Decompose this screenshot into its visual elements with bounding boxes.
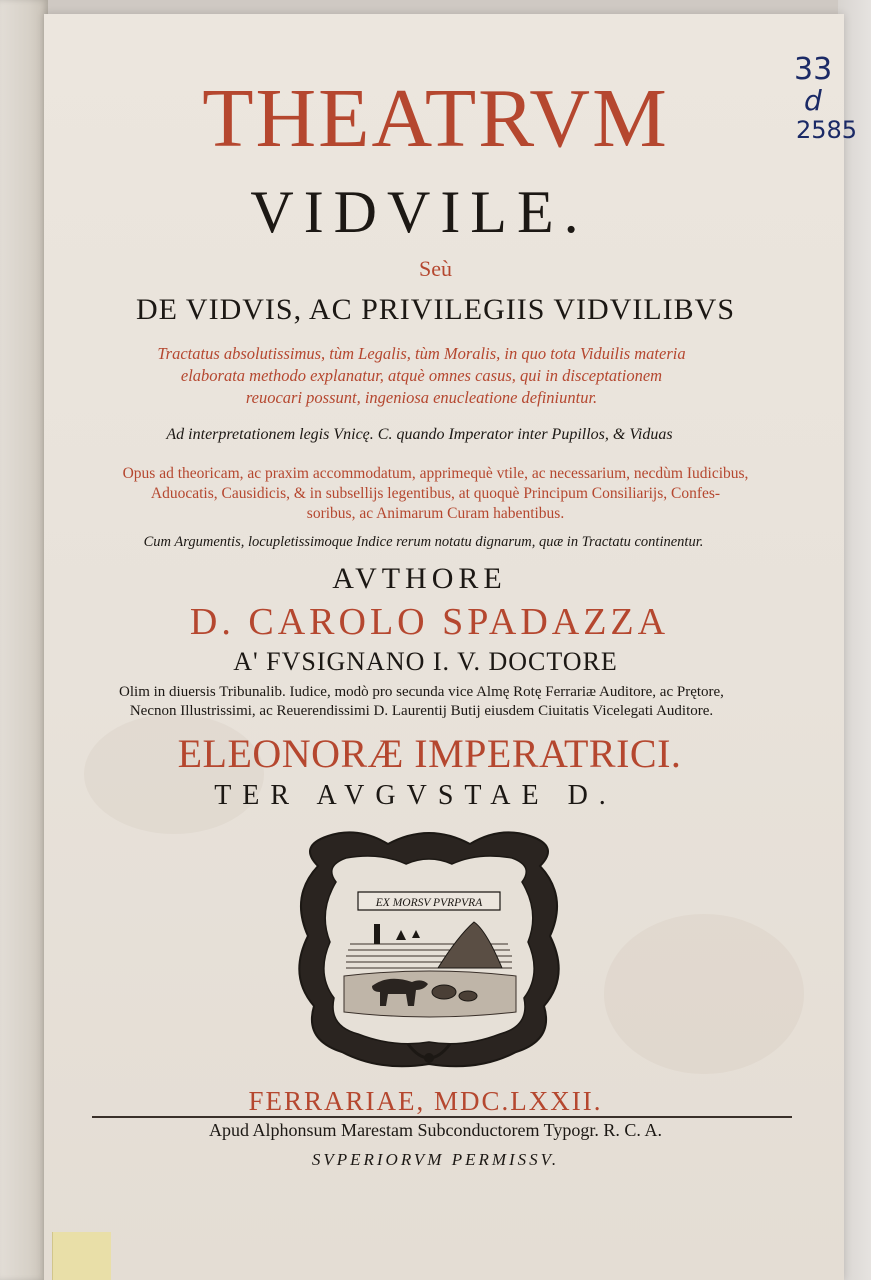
opus-line: soribus, ac Animarum Curam habentibus.: [306, 505, 565, 522]
emblem-drawing: [288, 826, 570, 1072]
emblem-motto: EX MORSV PVRPVRA: [375, 897, 483, 909]
ad-interpretationem-line: Ad interpretationem legis Vnicę. C. quando Imperator inter Pupillos, & Viduas: [166, 426, 673, 443]
imprint-place-date: FERRARIAE, MDC.LXXII.: [248, 1086, 603, 1116]
author-origin: A' FVSIGNANO I. V. DOCTORE: [233, 647, 618, 676]
authore-label: AVTHORE: [332, 562, 507, 595]
author-name: D. CAROLO SPADAZZA: [189, 601, 670, 643]
printer-emblem-woodcut: [288, 826, 570, 1072]
imprint-printer: Apud Alphonsum Marestam Subconductorem Typogr. R. C. A.: [209, 1120, 662, 1140]
shelfmark-number: 33: [794, 52, 833, 87]
shelfmark-code: 2585: [796, 116, 858, 144]
tractatus-line: reuocari possunt, ingeniosa enucleatione definiuntur.: [245, 388, 598, 407]
imprint-permission: SVPERIORVM PERMISSV.: [311, 1150, 560, 1169]
opus-line: Opus ad theoricam, ac praxim accommodatum, apprimequè vtile, ac necessarium, necdùm Iudicibus,: [122, 465, 749, 482]
olim-line: Necnon Illustrissimi, ac Reuerendissimi D. Laurentij Butij eiusdem Ciuitatis Vicelegati Auditore.: [129, 703, 714, 719]
dedication-line: ELEONORÆ IMPERATRICI.: [177, 731, 682, 776]
imprint-rule: [92, 1116, 792, 1118]
tractatus-line: elaborata methodo explanatur, atquè omnes casus, qui in disceptationem: [180, 366, 663, 385]
bookmark-ribbon: [52, 1232, 111, 1280]
main-title-second-line: VIDVILE.: [250, 179, 589, 245]
cum-argumentis-line: Cum Argumentis, locupletissimoque Indice rerum notatu dignarum, quæ in Tractatu continentur.: [143, 534, 704, 550]
dedication-second-line: TER AVGVSTAE D.: [214, 780, 617, 811]
subtitle: DE VIDVIS, AC PRIVILEGIIS VIDVILIBVS: [135, 293, 736, 326]
tractatus-line: Tractatus absolutissimus, tùm Legalis, tùm Moralis, in quo tota Viduilis materia: [157, 344, 686, 363]
shelfmark-letter: d: [804, 84, 822, 117]
olim-line: Olim in diuersis Tribunalib. Iudice, modò pro secunda vice Almę Rotę Ferrariæ Auditore, ac Prętore,: [119, 684, 724, 700]
seu-word: Seù: [419, 256, 452, 281]
main-title: THEATRVM: [202, 72, 669, 165]
opus-line: Aduocatis, Causidicis, & in subsellijs legentibus, at quoquè Principum Consiliarijs, Confes-: [150, 485, 721, 502]
paper-stain: [604, 914, 804, 1074]
